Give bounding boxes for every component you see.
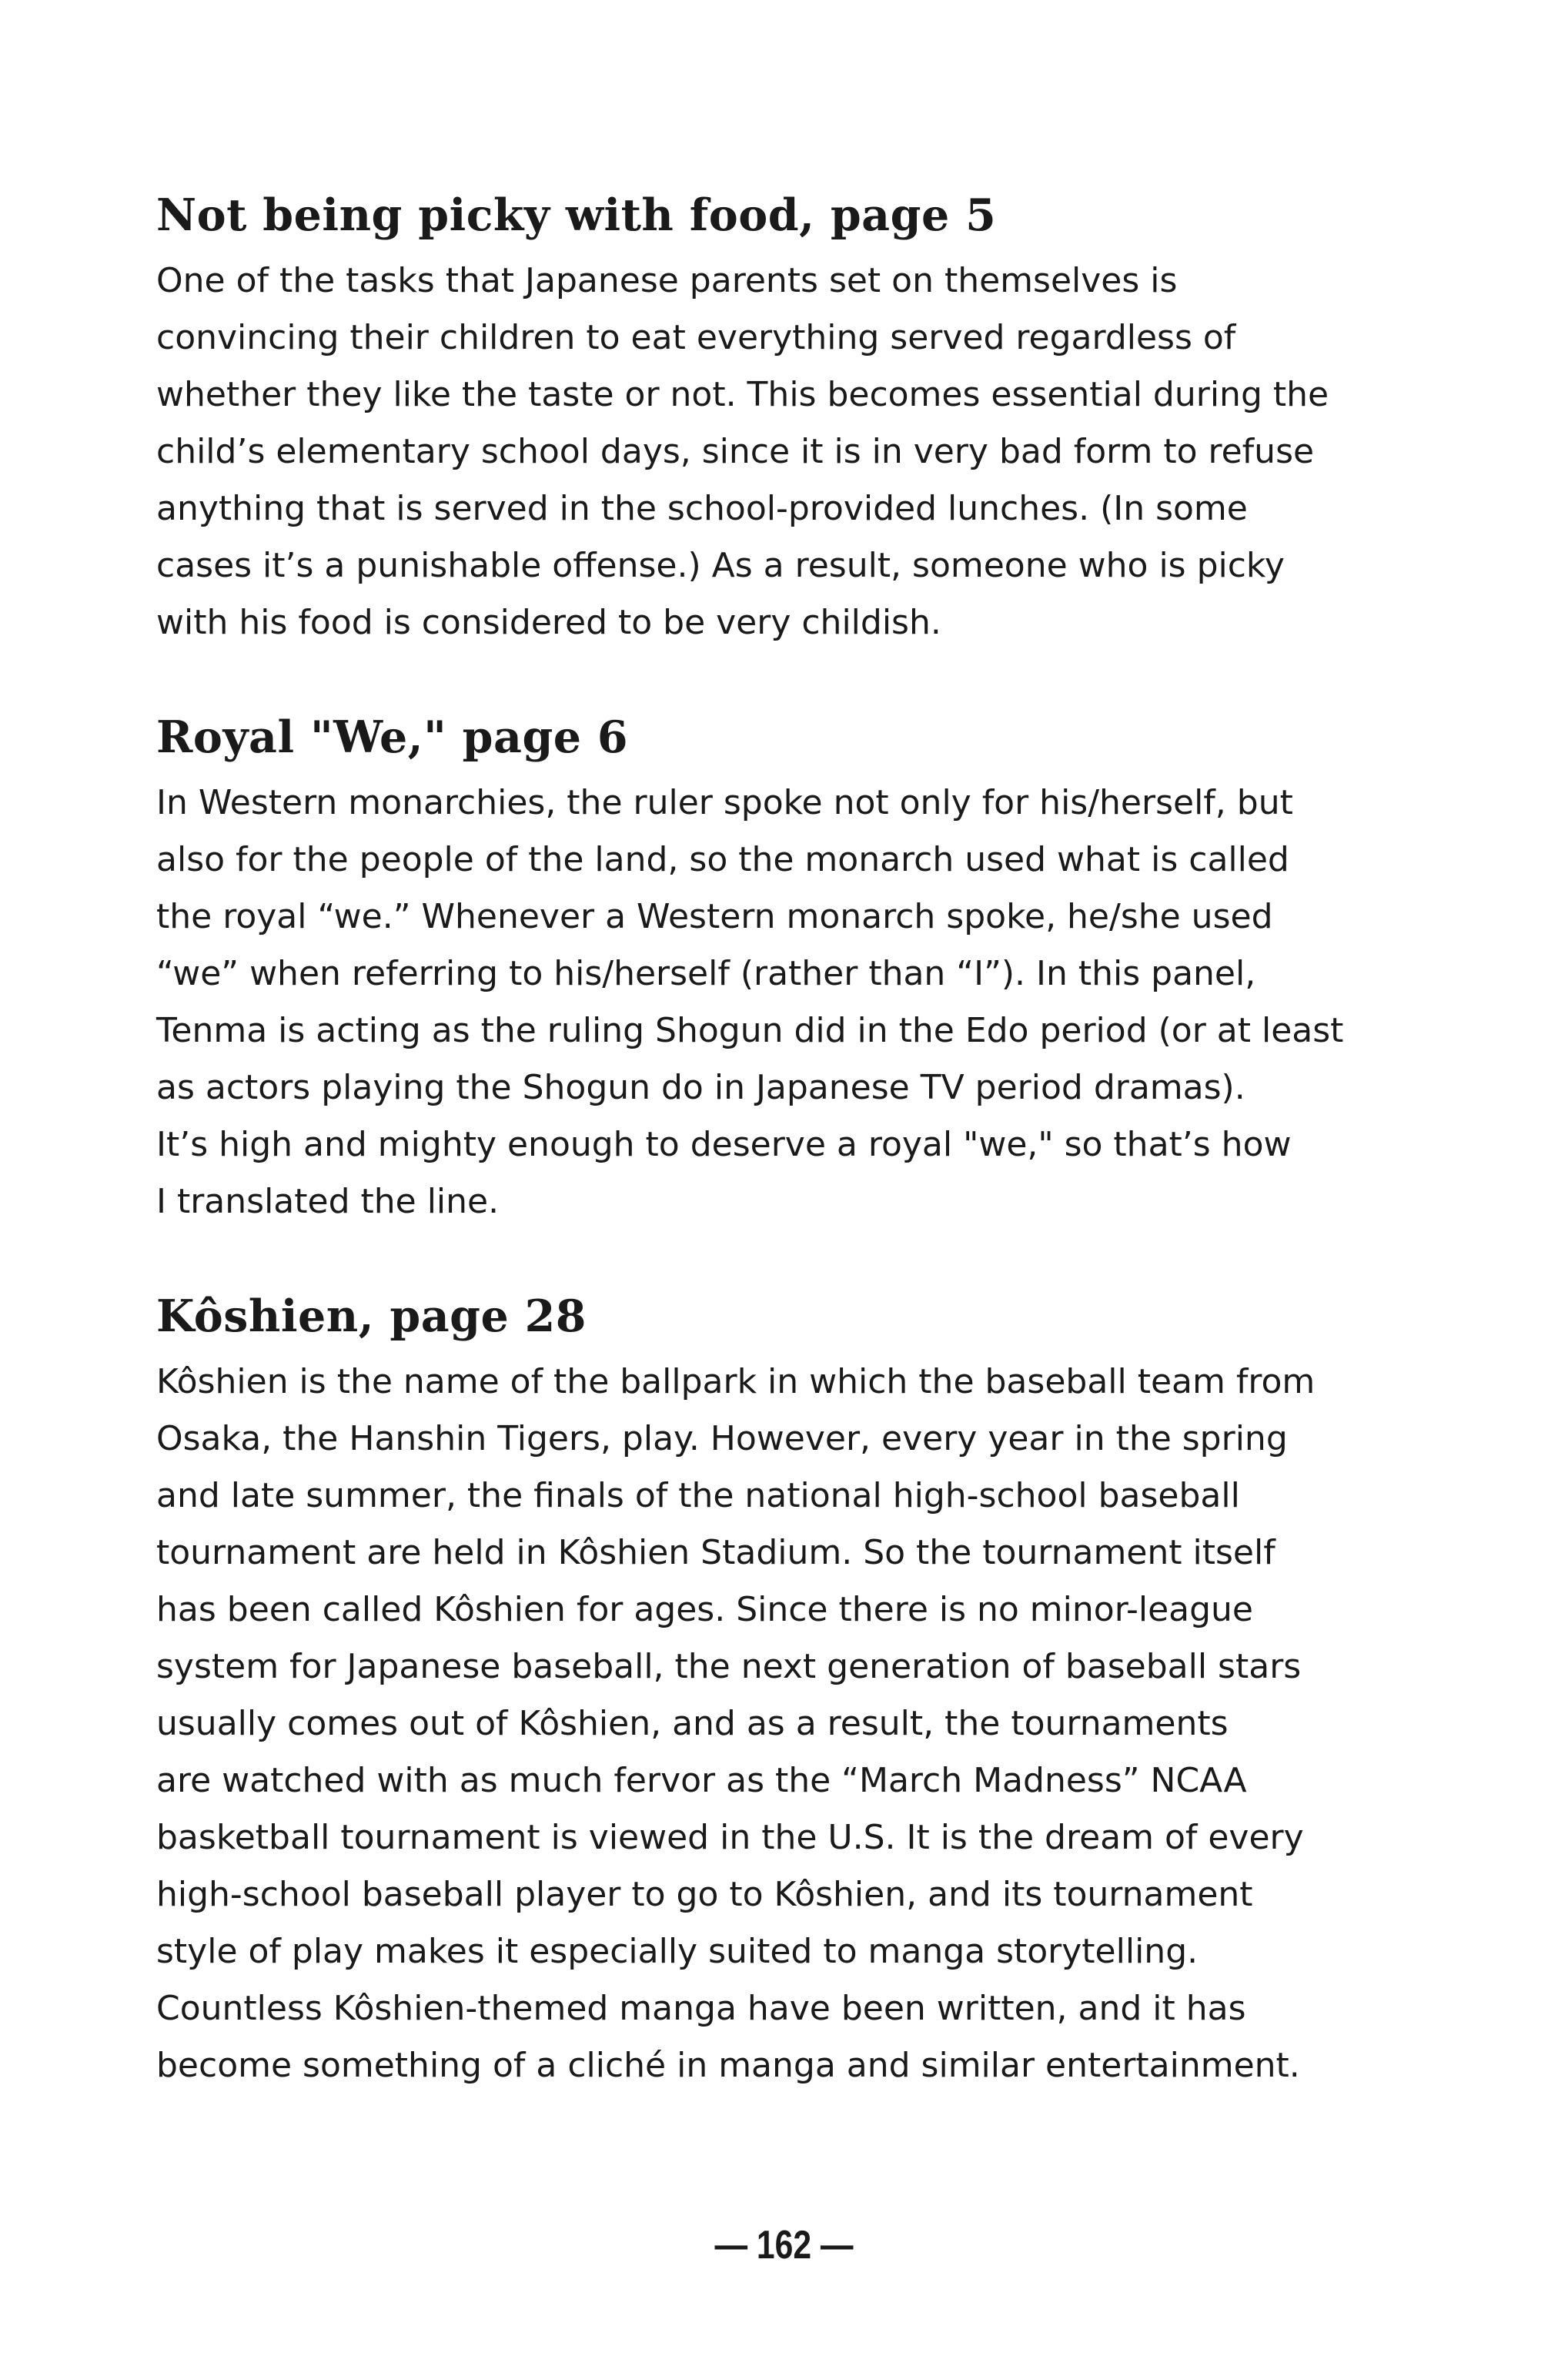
- page-number: — 162 —: [714, 2223, 854, 2268]
- section-heading: Not being picky with food, page 5: [156, 189, 997, 241]
- body-line: and late summer, the finals of the national high-school baseball: [156, 1476, 1240, 1515]
- body-line: Countless Kôshien-themed manga have been written, and it has: [156, 1989, 1246, 2028]
- page-content: [156, 185, 1449, 2094]
- body-line: also for the people of the land, so the monarch used what is called: [156, 840, 1289, 879]
- note-section-royal-we: [156, 707, 1449, 1230]
- body-line: In Western monarchies, the ruler spoke not only for his/herself, but: [156, 783, 1293, 822]
- body-line: “we” when referring to his/herself (rather than “I”). In this panel,: [156, 954, 1256, 993]
- body-line: has been called Kôshien for ages. Since there is no minor-league: [156, 1590, 1253, 1629]
- section-heading: Royal "We," page 6: [156, 711, 629, 763]
- body-line: convincing their children to eat everything served regardless of: [156, 318, 1236, 357]
- body-line: high-school baseball player to go to Kôshien, and its tournament: [156, 1875, 1253, 1914]
- section-body: [156, 253, 1449, 651]
- note-section-picky-food: [156, 185, 1449, 651]
- body-line: system for Japanese baseball, the next generation of baseball stars: [156, 1647, 1302, 1686]
- body-line: Kôshien is the name of the ballpark in which the baseball team from: [156, 1362, 1316, 1401]
- section-body: [156, 1354, 1449, 2094]
- note-section-koshien: [156, 1286, 1449, 2094]
- body-line: are watched with as much fervor as the “March Madness” NCAA: [156, 1761, 1247, 1800]
- body-line: as actors playing the Shogun do in Japanese TV period dramas).: [156, 1068, 1245, 1107]
- body-line: Tenma is acting as the ruling Shogun did in the Edo period (or at least: [156, 1011, 1344, 1050]
- body-line: anything that is served in the school-provided lunches. (In some: [156, 489, 1248, 528]
- body-line: One of the tasks that Japanese parents set on themselves is: [156, 261, 1178, 300]
- body-line: tournament are held in Kôshien Stadium. So the tournament itself: [156, 1533, 1275, 1572]
- body-line: style of play makes it especially suited to manga storytelling.: [156, 1932, 1199, 1971]
- section-heading: Kôshien, page 28: [156, 1290, 587, 1342]
- body-line: I translated the line.: [156, 1182, 500, 1221]
- body-line: child’s elementary school days, since it is in very bad form to refuse: [156, 432, 1315, 471]
- body-line: Osaka, the Hanshin Tigers, play. However, every year in the spring: [156, 1419, 1288, 1458]
- body-line: whether they like the taste or not. This becomes essential during the: [156, 375, 1329, 414]
- body-line: cases it’s a punishable offense.) As a result, someone who is picky: [156, 546, 1285, 585]
- body-line: the royal “we.” Whenever a Western monarch spoke, he/she used: [156, 897, 1273, 936]
- body-line: basketball tournament is viewed in the U.S. It is the dream of every: [156, 1818, 1304, 1857]
- body-line: usually comes out of Kôshien, and as a result, the tournaments: [156, 1704, 1229, 1743]
- body-line: become something of a cliché in manga and similar entertainment.: [156, 2046, 1300, 2085]
- section-body: [156, 775, 1449, 1230]
- body-line: with his food is considered to be very childish.: [156, 603, 941, 642]
- body-line: It’s high and mighty enough to deserve a royal "we," so that’s how: [156, 1125, 1292, 1164]
